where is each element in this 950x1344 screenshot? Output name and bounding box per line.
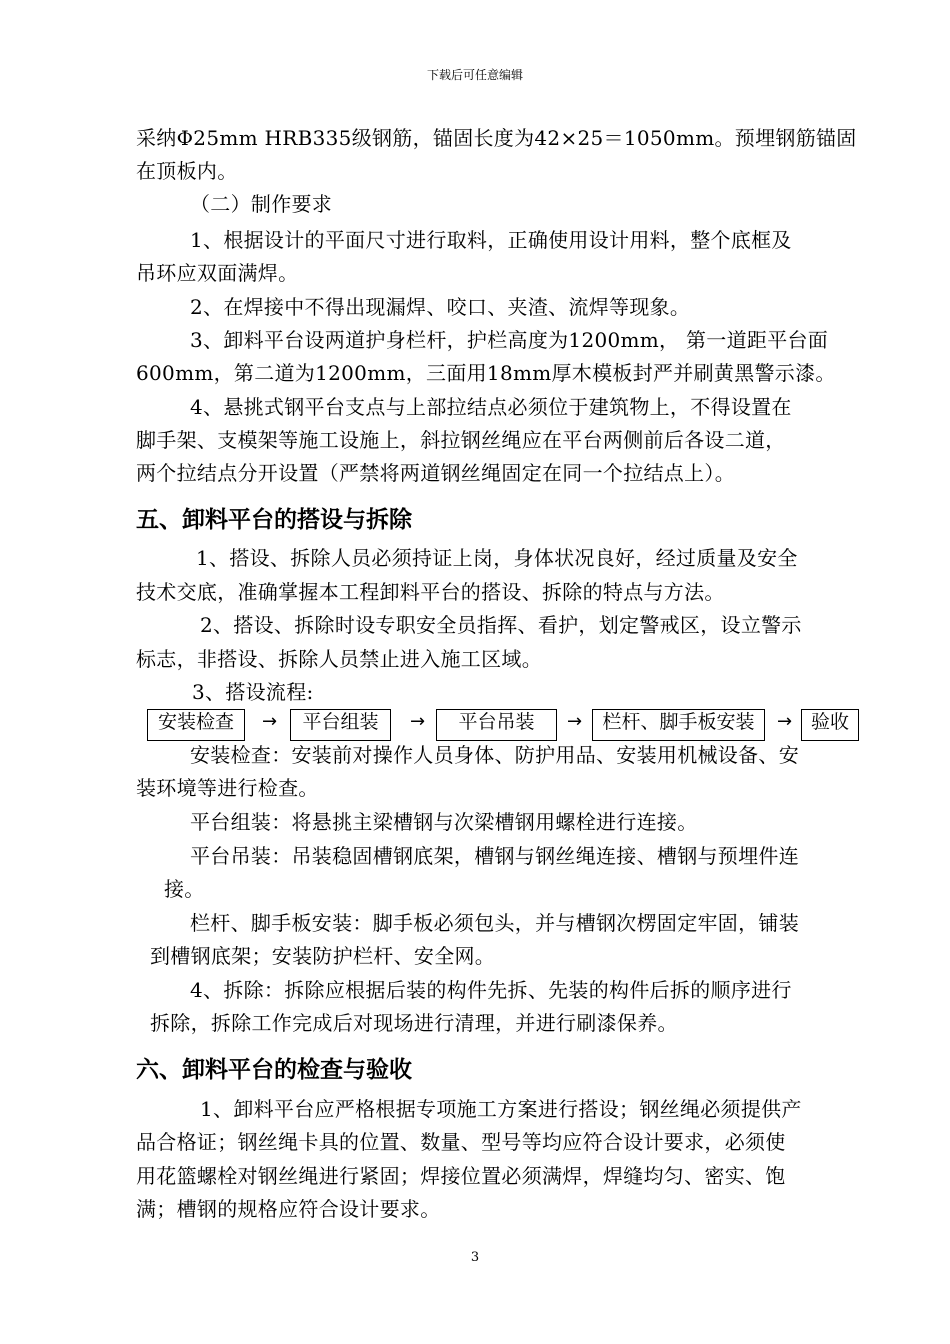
flow-arrow-icon: →: [777, 711, 793, 732]
body-line: 1、卸料平台应严格根据专项施工方案进行搭设；钢丝绳必须提供产: [200, 1097, 802, 1121]
body-line: 3、卸料平台设两道护身栏杆，护栏高度为1200mm， 第一道距平台面: [190, 328, 829, 352]
body-line: 标志，非搭设、拆除人员禁止进入施工区域。: [136, 647, 542, 671]
body-line: 用花篮螺栓对钢丝绳进行紧固；焊接位置必须满焊，焊缝均匀、密实、饱: [136, 1164, 786, 1188]
flow-step-acceptance: 验收: [801, 709, 859, 741]
body-line: 采纳Φ25mm HRB335级钢筋，锚固长度为42×25＝1050mm。预埋钢筋锚固: [136, 126, 857, 150]
body-line: 满；槽钢的规格应符合设计要求。: [136, 1197, 441, 1221]
body-line: 装环境等进行检查。: [136, 776, 319, 800]
flow-step-railing-install: 栏杆、脚手板安装: [592, 709, 765, 741]
flow-arrow-icon: →: [410, 711, 426, 732]
body-line: 吊环应双面满焊。: [136, 261, 299, 285]
body-line: 2、搭设、拆除时设专职安全员指挥、看护，划定警戒区，设立警示: [200, 613, 802, 637]
flow-arrow-icon: →: [567, 711, 583, 732]
body-line: 4、拆除：拆除应根据后装的构件先拆、先装的构件后拆的顺序进行: [190, 978, 792, 1002]
body-line: 脚手架、支模架等施工设施上，斜拉钢丝绳应在平台两侧前后各设二道，: [136, 428, 786, 452]
body-line: 平台吊装：吊装稳固槽钢底架，槽钢与钢丝绳连接、槽钢与预埋件连: [190, 844, 799, 868]
body-line: 两个拉结点分开设置（严禁将两道钢丝绳固定在同一个拉结点上）。: [136, 461, 735, 485]
body-line: 拆除，拆除工作完成后对现场进行清理，并进行刷漆保养。: [150, 1011, 678, 1035]
subheading: （二）制作要求: [190, 192, 333, 216]
page-header: 下载后可任意编辑: [426, 68, 523, 82]
section-heading: 五、卸料平台的搭设与拆除: [136, 507, 412, 533]
flow-step-platform-assembly: 平台组装: [290, 709, 391, 741]
body-line: 接。: [164, 877, 205, 901]
body-line: 600mm，第二道为1200mm，三面用18mm厚木模板封严并刷黄黑警示漆。: [136, 361, 836, 385]
body-line: 1、根据设计的平面尺寸进行取料，正确使用设计用料，整个底框及: [190, 228, 792, 252]
body-line: 品合格证；钢丝绳卡具的位置、数量、型号等均应符合设计要求，必须使: [136, 1130, 786, 1154]
section-heading: 六、卸料平台的检查与验收: [136, 1057, 412, 1083]
body-line: 到槽钢底架；安装防护栏杆、安全网。: [150, 944, 496, 968]
body-line: 栏杆、脚手板安装：脚手板必须包头，并与槽钢次楞固定牢固，铺装: [190, 911, 799, 935]
body-line: 3、搭设流程:: [192, 680, 314, 704]
body-line: 安装检查：安装前对操作人员身体、防护用品、安装用机械设备、安: [190, 743, 799, 767]
body-line: 在顶板内。: [136, 159, 238, 183]
flow-step-platform-hoisting: 平台吊装: [436, 709, 557, 741]
body-line: 4、悬挑式钢平台支点与上部拉结点必须位于建筑物上，不得设置在: [190, 395, 792, 419]
page-number: 3: [470, 1250, 480, 1265]
flow-arrow-icon: →: [262, 711, 278, 732]
flow-step-install-check: 安装检查: [147, 709, 245, 741]
body-line: 2、在焊接中不得出现漏焊、咬口、夹渣、流焊等现象。: [190, 295, 691, 319]
body-line: 技术交底，准确掌握本工程卸料平台的搭设、拆除的特点与方法。: [136, 580, 725, 604]
body-line: 1、搭设、拆除人员必须持证上岗，身体状况良好，经过质量及安全: [196, 546, 798, 570]
body-line: 平台组装：将悬挑主梁槽钢与次梁槽钢用螺栓进行连接。: [190, 810, 698, 834]
